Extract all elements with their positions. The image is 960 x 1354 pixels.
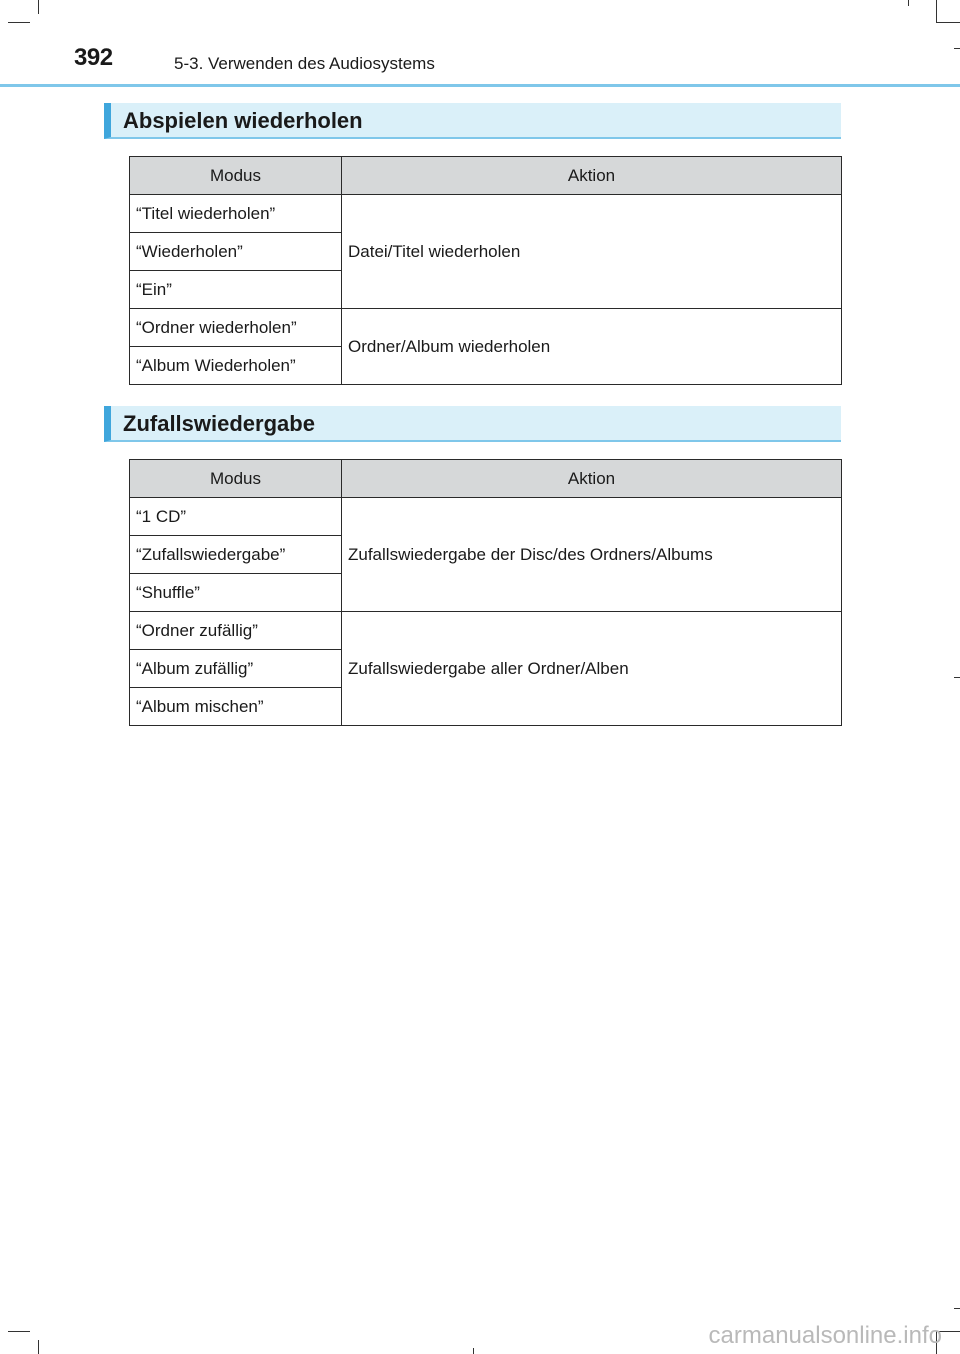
mode-cell: “Zufallswiedergabe”	[130, 536, 342, 574]
column-header-mode: Modus	[130, 460, 342, 498]
crop-mark	[936, 22, 960, 23]
crop-mark	[908, 0, 909, 6]
table-row	[130, 309, 842, 347]
table-row	[130, 612, 842, 650]
table-header-row	[130, 157, 842, 195]
page-header	[0, 0, 960, 90]
mode-cell: “Album Wiederholen”	[130, 347, 342, 385]
action-cell: Zufallswiedergabe aller Ordner/Alben	[342, 612, 842, 726]
table-row	[130, 498, 842, 536]
column-header-action: Aktion	[342, 460, 842, 498]
mode-cell: “Album zufällig”	[130, 650, 342, 688]
crop-mark	[8, 1331, 30, 1332]
section-heading-shuffle	[104, 406, 841, 442]
mode-cell: “Album mischen”	[130, 688, 342, 726]
watermark: carmanualsonline.info	[708, 1322, 942, 1349]
mode-cell: “Shuffle”	[130, 574, 342, 612]
crop-mark	[954, 677, 960, 678]
chapter-title: 5-3. Verwenden des Audiosystems	[174, 54, 435, 73]
column-header-mode: Modus	[130, 157, 342, 195]
mode-cell: “1 CD”	[130, 498, 342, 536]
mode-cell: “Titel wiederholen”	[130, 195, 342, 233]
action-cell: Datei/Titel wiederholen	[342, 195, 842, 309]
shuffle-mode-table	[129, 459, 842, 726]
section-heading-repeat	[104, 103, 841, 139]
section-title: Zufallswiedergabe	[123, 411, 315, 436]
crop-mark	[38, 1340, 39, 1354]
page-number: 392	[74, 44, 113, 71]
crop-mark	[473, 1348, 474, 1354]
mode-cell: “Ordner zufällig”	[130, 612, 342, 650]
mode-cell: “Ein”	[130, 271, 342, 309]
crop-mark	[38, 0, 39, 14]
mode-cell: “Ordner wiederholen”	[130, 309, 342, 347]
header-rule	[0, 84, 960, 87]
table-header-row	[130, 460, 842, 498]
section-title: Abspielen wiederholen	[123, 108, 363, 133]
crop-mark	[936, 0, 937, 22]
column-header-action: Aktion	[342, 157, 842, 195]
mode-cell: “Wiederholen”	[130, 233, 342, 271]
crop-mark	[954, 48, 960, 49]
repeat-mode-table	[129, 156, 842, 385]
crop-mark	[954, 1308, 960, 1309]
action-cell: Zufallswiedergabe der Disc/des Ordners/Albums	[342, 498, 842, 612]
table-row	[130, 195, 842, 233]
action-cell: Ordner/Album wiederholen	[342, 309, 842, 385]
crop-mark	[8, 22, 30, 23]
